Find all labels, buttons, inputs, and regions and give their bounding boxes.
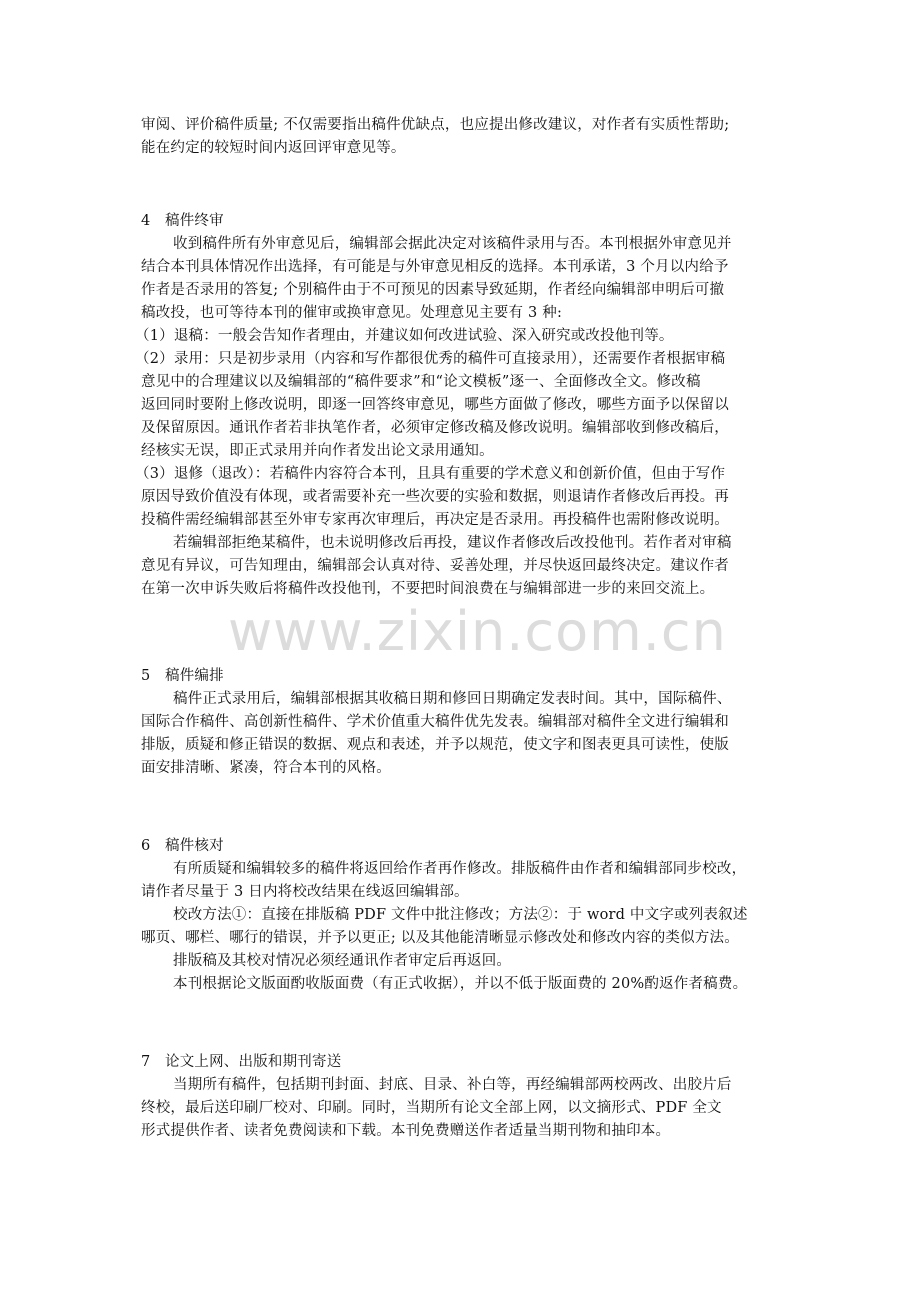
section-number: 6 bbox=[141, 838, 151, 854]
text-line: 能在约定的较短时间内返回评审意见等。 bbox=[141, 140, 406, 156]
section-title: 稿件核对 bbox=[165, 838, 224, 854]
text-line: 作者是否录用的答复; 个别稿件由于不可预见的因素导致延期，作者经向编辑部申明后可撤 bbox=[141, 282, 725, 298]
text-line: 形式提供作者、读者免费阅读和下载。本刊免费赠送作者适量当期刊物和抽印本。 bbox=[141, 1123, 671, 1139]
text-line: 若编辑部拒绝某稿件，也未说明修改后再投，建议作者修改后改投他刊。若作者对审稿 bbox=[173, 535, 732, 551]
text-line: 返回同时要附上修改说明，即逐一回答终审意见，哪些方面做了修改，哪些方面予以保留以 bbox=[141, 397, 729, 413]
text-line: 审阅、评价稿件质量; 不仅需要指出稿件优缺点，也应提出修改建议，对作者有实质性帮助; bbox=[141, 117, 730, 133]
text-line: 在第一次申诉失败后将稿件改投他刊，不要把时间浪费在与编辑部进一步的来回交流上。 bbox=[141, 581, 715, 597]
text-line: 意见有异议，可告知理由，编辑部会认真对待、妥善处理，并尽快返回最终决定。建议作者 bbox=[141, 558, 729, 574]
text-line: 结合本刊具体情况作出选择，有可能是与外审意见相反的选择。本刊承诺，3 个月以内给予 bbox=[141, 259, 729, 275]
text-line: 稿件正式录用后，编辑部根据其收稿日期和修回日期确定发表时间。其中，国际稿件、 bbox=[173, 691, 732, 707]
text-line: 校改方法①：直接在排版稿 PDF 文件中批注修改；方法②：于 word 中文字或列表叙述 bbox=[173, 907, 748, 923]
text-line: 请作者尽量于 3 日内将校改结果在线返回编辑部。 bbox=[141, 884, 469, 900]
section-heading bbox=[141, 210, 801, 233]
text-line: 稿改投，也可等待本刊的催审或换审意见。处理意见主要有 3 种: bbox=[141, 305, 563, 321]
text-line: 面安排清晰、紧凑，符合本刊的风格。 bbox=[141, 760, 391, 776]
text-line: 意见中的合理建议以及编辑部的“稿件要求”和“论文模板”逐一、全面修改全文。修改稿 bbox=[141, 374, 701, 390]
text-line: 本刊根据论文版面酌收版面费（有正式收据），并以不低于版面费的 20%酌返作者稿费。 bbox=[173, 976, 748, 992]
section-4 bbox=[135, 210, 801, 601]
section-heading bbox=[141, 665, 801, 688]
section-heading bbox=[141, 835, 801, 858]
text-line: 当期所有稿件，包括期刊封面、封底、目录、补白等，再经编辑部两校两改、出胶片后 bbox=[173, 1077, 732, 1093]
text-line: （1）退稿：一般会告知作者理由，并建议如何改进试验、深入研究或改投他刊等。 bbox=[135, 328, 674, 344]
text-line: 收到稿件所有外审意见后，编辑部会据此决定对该稿件录用与否。本刊根据外审意见并 bbox=[173, 236, 732, 252]
section-number: 7 bbox=[141, 1054, 151, 1070]
section-heading bbox=[141, 1051, 801, 1074]
text-line: 经核实无误，即正式录用并向作者发出论文录用通知。 bbox=[141, 443, 494, 459]
text-line: 投稿件需经编辑部甚至外审专家再次审理后，再决定是否录用。再投稿件也需附修改说明。 bbox=[141, 512, 729, 528]
watermark: www.zixin.com.cn bbox=[228, 600, 727, 663]
section-number: 5 bbox=[141, 668, 151, 684]
text-line: （3）退修（退改）：若稿件内容符合本刊，且具有重要的学术意义和创新价值，但由于写作 bbox=[135, 466, 726, 482]
section-title: 稿件编排 bbox=[165, 668, 224, 684]
text-line: 有所质疑和编辑较多的稿件将返回给作者再作修改。排版稿件由作者和编辑部同步校改， bbox=[173, 861, 747, 877]
text-line: 排版稿及其校对情况必须经通讯作者审定后再返回。 bbox=[173, 953, 512, 969]
text-line: 国际合作稿件、高创新性稿件、学术价值重大稿件优先发表。编辑部对稿件全文进行编辑和 bbox=[141, 714, 729, 730]
text-line: 排版，质疑和修正错误的数据、观点和表述，并予以规范，使文字和图表更具可读性，使版 bbox=[141, 737, 729, 753]
text-line: 终校，最后送印刷厂校对、印刷。同时，当期所有论文全部上网，以文摘形式、PDF 全文 bbox=[141, 1100, 722, 1116]
section-title: 论文上网、出版和期刊寄送 bbox=[165, 1054, 342, 1070]
intro-paragraph bbox=[141, 114, 801, 160]
section-number: 4 bbox=[141, 213, 151, 229]
section-6 bbox=[141, 835, 801, 996]
text-line: （2）录用：只是初步录用（内容和写作都很优秀的稿件可直接录用），还需要作者根据审稿 bbox=[135, 351, 726, 367]
text-line: 原因导致价值没有体现，或者需要补充一些次要的实验和数据，则退请作者修改后再投。再 bbox=[141, 489, 729, 505]
text-line: 及保留原因。通讯作者若非执笔作者，必须审定修改稿及修改说明。编辑部收到修改稿后， bbox=[141, 420, 729, 436]
section-5 bbox=[141, 665, 801, 780]
section-title: 稿件终审 bbox=[165, 213, 224, 229]
section-7 bbox=[141, 1051, 801, 1143]
text-line: 哪页、哪栏、哪行的错误，并予以更正; 以及其他能清晰显示修改处和修改内容的类似方法。 bbox=[141, 930, 739, 946]
